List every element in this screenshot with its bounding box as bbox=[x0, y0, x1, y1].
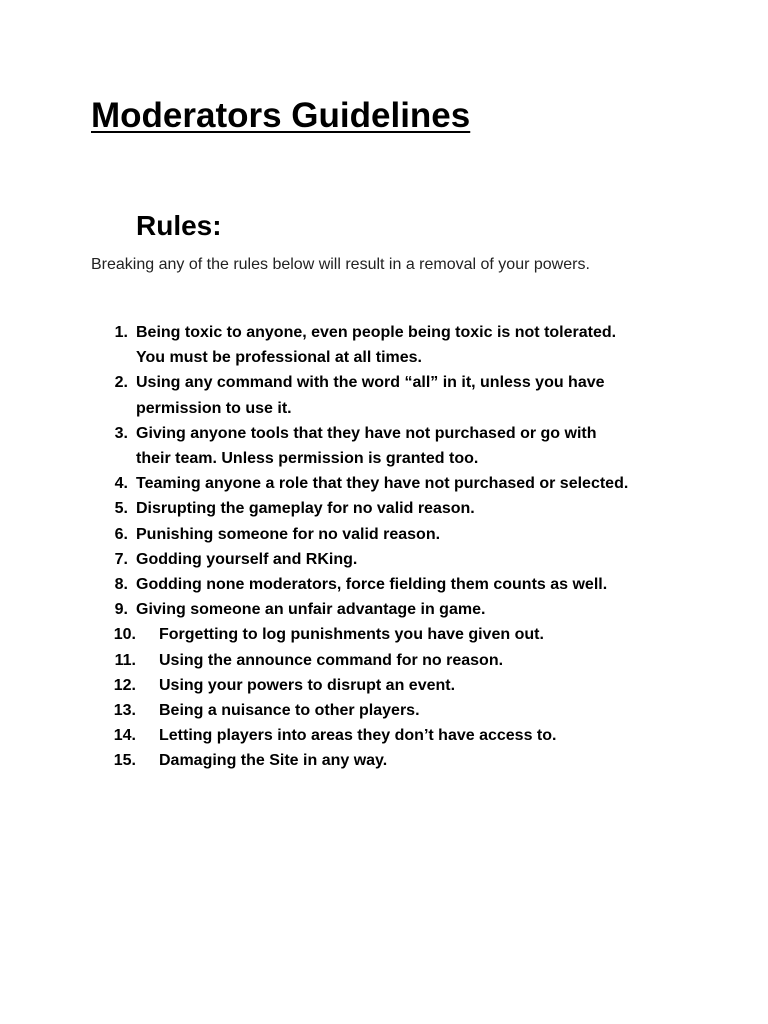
rule-number: 6. bbox=[114, 525, 128, 543]
rule-number: 12. bbox=[113, 676, 136, 694]
rule-item bbox=[0, 648, 768, 673]
rule-item bbox=[0, 522, 768, 547]
rule-text-line: Using any command with the word “all” in it, unless you have bbox=[136, 374, 605, 392]
rule-text-line: Damaging the Site in any way. bbox=[159, 752, 388, 770]
rule-text bbox=[136, 547, 696, 572]
rule-number: 3. bbox=[114, 424, 128, 442]
rules-heading: Rules: bbox=[136, 210, 222, 241]
rule-item bbox=[0, 547, 768, 572]
rule-text-line: permission to use it. bbox=[136, 399, 292, 417]
page-title: Moderators Guidelines bbox=[91, 96, 471, 135]
rule-text-line: Punishing someone for no valid reason. bbox=[136, 525, 441, 543]
rule-number: 7. bbox=[114, 550, 128, 568]
rule-text bbox=[159, 698, 719, 723]
rule-text bbox=[159, 648, 719, 673]
rule-number: 9. bbox=[114, 601, 128, 619]
rule-number: 1. bbox=[114, 324, 128, 341]
rule-text-line: Godding yourself and RKing. bbox=[136, 550, 358, 568]
rule-text bbox=[136, 496, 696, 521]
rule-number: 5. bbox=[114, 500, 128, 518]
rule-text bbox=[159, 723, 719, 748]
rule-number: 4. bbox=[114, 475, 128, 493]
rule-text-line: Giving anyone tools that they have not purchased or go with bbox=[136, 424, 597, 442]
rule-text-line: their team. Unless permission is granted too. bbox=[136, 450, 479, 468]
rule-text bbox=[136, 320, 696, 370]
rule-item bbox=[0, 673, 768, 698]
rule-item bbox=[0, 597, 768, 622]
rule-item bbox=[0, 370, 768, 420]
intro-text: Breaking any of the rules below will result in a removal of your powers. bbox=[91, 256, 590, 273]
rule-item bbox=[0, 421, 768, 471]
rule-number: 14. bbox=[113, 727, 136, 745]
rule-item bbox=[0, 723, 768, 748]
rule-text bbox=[159, 673, 719, 698]
rule-number: 8. bbox=[114, 576, 128, 594]
rule-text bbox=[136, 597, 696, 622]
rule-text-line: Letting players into areas they don’t have access to. bbox=[159, 727, 557, 745]
rule-text bbox=[159, 748, 719, 773]
rule-item bbox=[0, 748, 768, 773]
rule-item bbox=[0, 320, 768, 370]
rule-text-line: Godding none moderators, force fielding them counts as well. bbox=[136, 576, 608, 594]
rule-item bbox=[0, 496, 768, 521]
rule-number: 2. bbox=[114, 374, 128, 392]
rule-number: 11. bbox=[114, 651, 136, 669]
rule-text bbox=[159, 622, 719, 647]
rule-item bbox=[0, 698, 768, 723]
rule-text-line: Giving someone an unfair advantage in game. bbox=[136, 601, 486, 619]
rule-text-line: Using your powers to disrupt an event. bbox=[159, 676, 456, 694]
rule-item bbox=[0, 622, 768, 647]
rule-number: 10. bbox=[113, 626, 136, 644]
rules-list bbox=[0, 320, 768, 774]
rule-text bbox=[136, 421, 696, 471]
rule-number: 13. bbox=[113, 702, 136, 720]
rule-text-line: You must be professional at all times. bbox=[136, 349, 422, 367]
rule-text-line: Teaming anyone a role that they have not purchased or selected. bbox=[136, 475, 629, 493]
rule-text-line: Forgetting to log punishments you have given out. bbox=[159, 626, 544, 644]
rule-text-line: Disrupting the gameplay for no valid reason. bbox=[136, 500, 475, 518]
rule-text bbox=[136, 522, 696, 547]
rule-text bbox=[136, 572, 696, 597]
rule-text bbox=[136, 370, 696, 420]
rule-item bbox=[0, 471, 768, 496]
rule-number: 15. bbox=[113, 752, 136, 770]
rule-text-line: Being toxic to anyone, even people being toxic is not tolerated. bbox=[136, 324, 617, 341]
rule-text-line: Using the announce command for no reason. bbox=[159, 651, 504, 669]
rule-text bbox=[136, 471, 696, 496]
rule-item bbox=[0, 572, 768, 597]
rule-text-line: Being a nuisance to other players. bbox=[159, 702, 420, 720]
